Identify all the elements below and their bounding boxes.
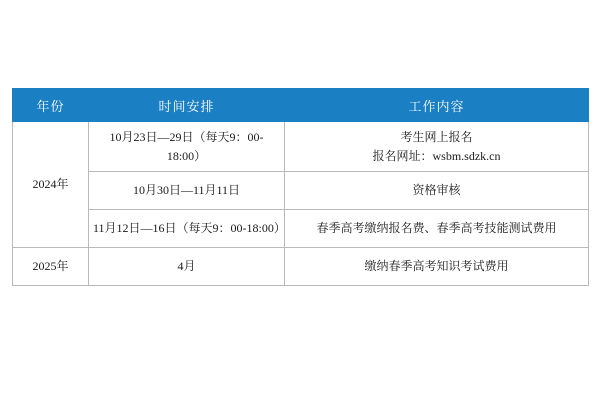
column-header-time: 时间安排 (89, 89, 285, 122)
cell-work-line: 缴纳春季高考知识考试费用 (364, 259, 509, 274)
schedule-table (12, 88, 589, 286)
table-row (13, 210, 589, 248)
cell-time: 4月 (89, 248, 285, 286)
cell-work-line: 考生网上报名 (400, 130, 473, 144)
table-header (13, 89, 589, 122)
table-body (13, 122, 589, 286)
cell-work (285, 172, 589, 210)
column-header-work: 工作内容 (285, 89, 589, 122)
table-row (13, 172, 589, 210)
cell-work (285, 210, 589, 248)
cell-year-2025: 2025年 (13, 248, 89, 286)
cell-time: 10月23日—29日（每天9：00-18:00） (89, 122, 285, 172)
cell-work (285, 122, 589, 172)
table-header-row (13, 89, 589, 122)
cell-work-line: 春季高考缴纳报名费、春季高考技能测试费用 (316, 221, 557, 236)
schedule-table-container (12, 88, 588, 286)
cell-time: 10月30日—11月11日 (89, 172, 285, 210)
cell-work-line: 资格审核 (412, 183, 461, 198)
cell-work-line: 报名网址：wsbm.sdzk.cn (372, 148, 501, 163)
table-row (13, 122, 589, 172)
column-header-year: 年份 (13, 89, 89, 122)
table-row (13, 248, 589, 286)
cell-time: 11月12日—16日（每天9：00-18:00） (89, 210, 285, 248)
cell-work (285, 248, 589, 286)
cell-year-2024: 2024年 (13, 122, 89, 248)
